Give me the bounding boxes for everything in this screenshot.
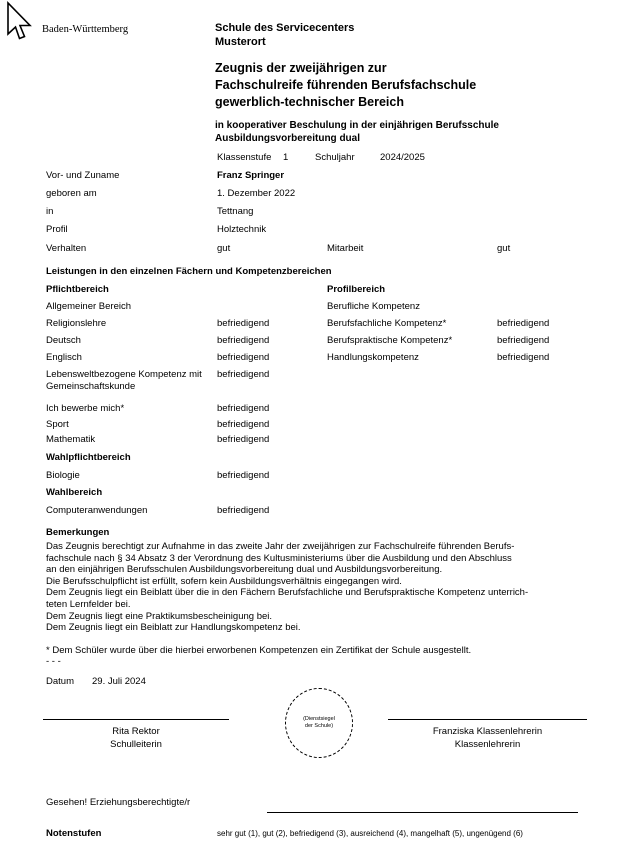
certificate-footnote: * Dem Schüler wurde über die hierbei erworbenen Kompetenzen ein Zertifikat der Schule ausgestellt. — [46, 645, 472, 656]
klassenstufe-value: 1 — [283, 152, 289, 163]
klassenstufe-label: Klassenstufe — [217, 152, 272, 163]
subject-deutsch: Deutsch — [46, 335, 81, 346]
profil-label: Profil — [46, 224, 68, 235]
birthplace-label: in — [46, 206, 54, 217]
teacher-name: Franziska Klassenlehrerin — [432, 726, 543, 737]
mitarbeit-grade: gut — [497, 243, 511, 254]
school-city: Musterort — [215, 36, 266, 48]
teacher-role: Klassenlehrerin — [454, 739, 521, 750]
region-label: Baden-Württemberg — [42, 24, 129, 35]
grade-ich-bewerbe-mich: befriedigend — [217, 403, 270, 414]
born-label: geboren am — [46, 188, 97, 199]
remarks-line: an den einjährigen Berufsschulen Ausbildungsvorbereitung dual und Ausbildungsvorbereitung. — [46, 564, 443, 576]
remarks-paragraph — [46, 541, 528, 634]
subject-computeranwendungen: Computeranwendungen — [46, 505, 148, 516]
schuljahr-label: Schuljahr — [315, 152, 355, 163]
principal-signature-line — [43, 719, 229, 720]
schuljahr-value: 2024/2025 — [380, 152, 425, 163]
subject-lebensweltbezogene-kompetenz: Lebensweltbezogene Kompetenz mit Gemeinschaftskunde — [46, 369, 202, 392]
grade-religionslehre: befriedigend — [217, 318, 270, 329]
grade-englisch: befriedigend — [217, 352, 270, 363]
berufliche-kompetenz-subheading: Berufliche Kompetenz — [327, 301, 420, 312]
remarks-line: Dem Zeugnis liegt ein Beiblatt zur Handlungskompetenz bei. — [46, 622, 301, 634]
profilbereich-heading: Profilbereich — [327, 284, 386, 295]
grades-section-title: Leistungen in den einzelnen Fächern und Kompetenzbereichen — [46, 266, 332, 277]
birth-date: 1. Dezember 2022 — [217, 188, 296, 199]
subject-religionslehre: Religionslehre — [46, 318, 107, 329]
remarks-line: Dem Zeugnis liegt eine Praktikumsbescheinigung bei. — [46, 610, 273, 622]
pflichtbereich-heading: Pflichtbereich — [46, 284, 109, 295]
subject-englisch: Englisch — [46, 352, 82, 363]
grade-biologie: befriedigend — [217, 470, 270, 481]
subject-ich-bewerbe-mich: Ich bewerbe mich* — [46, 403, 125, 414]
remarks-line: Das Zeugnis berechtigt zur Aufnahme in das zweite Jahr der zweijährigen zur Fachschulreife führenden Berufs- — [46, 541, 515, 552]
seal-text-line1: (Dienstsiegel — [303, 716, 335, 722]
date-label: Datum — [46, 676, 74, 687]
principal-role: Schulleiterin — [110, 739, 162, 750]
principal-name: Rita Rektor — [112, 726, 160, 737]
grade-deutsch: befriedigend — [217, 335, 270, 346]
grade-handlungskompetenz: befriedigend — [497, 352, 550, 363]
verhalten-label: Verhalten — [46, 243, 87, 254]
subject-berufspraktische-kompetenz: Berufspraktische Kompetenz* — [327, 335, 453, 346]
birthplace-value: Tettnang — [217, 206, 254, 217]
principal-signature-block — [43, 725, 229, 751]
certificate-title-line2: Fachschulreife führenden Berufsfachschule — [215, 78, 477, 92]
student-name: Franz Springer — [217, 170, 285, 181]
certificate-subtitle-line2: Ausbildungsvorbereitung dual — [215, 133, 361, 144]
verhalten-grade: gut — [217, 243, 231, 254]
teacher-signature-block — [388, 725, 587, 751]
subject-sport: Sport — [46, 419, 69, 430]
remarks-line: teten Lernfelder bei. — [46, 598, 131, 610]
notenstufen-scale: sehr gut (1), gut (2), befriedigend (3), ausreichend (4), mangelhaft (5), ungenügend (6) — [217, 829, 523, 838]
mitarbeit-label: Mitarbeit — [327, 243, 364, 254]
mouse-cursor-icon — [5, 1, 33, 43]
school-seal — [285, 688, 353, 758]
wahlpflichtbereich-heading: Wahlpflichtbereich — [46, 452, 131, 463]
dashes: - - - — [46, 656, 61, 667]
certificate-title-line1: Zeugnis der zweijährigen zur — [215, 61, 387, 75]
date-value: 29. Juli 2024 — [92, 676, 146, 687]
grade-berufsfachliche-kompetenz: befriedigend — [497, 318, 550, 329]
guardian-signature-line — [267, 812, 578, 813]
wahlbereich-heading: Wahlbereich — [46, 487, 103, 498]
school-name: Schule des Servicecenters — [215, 22, 355, 34]
grade-lebensweltbezogene-kompetenz: befriedigend — [217, 369, 270, 380]
allgemeiner-bereich-subheading: Allgemeiner Bereich — [46, 301, 132, 312]
profil-value: Holztechnik — [217, 224, 267, 235]
certificate-title-line3: gewerblich-technischer Bereich — [215, 95, 404, 109]
grade-berufspraktische-kompetenz: befriedigend — [497, 335, 550, 346]
notenstufen-label: Notenstufen — [46, 828, 102, 839]
grade-mathematik: befriedigend — [217, 434, 270, 445]
subject-biologie: Biologie — [46, 470, 80, 481]
teacher-signature-line — [388, 719, 587, 720]
subject-mathematik: Mathematik — [46, 434, 96, 445]
remarks-heading: Bemerkungen — [46, 527, 110, 538]
grade-sport: befriedigend — [217, 419, 270, 430]
remarks-line: Dem Zeugnis liegt ein Beiblatt über die in den Fächern Berufsfachliche und Berufspraktische Kompetenz unterrich- — [46, 587, 529, 599]
name-label: Vor- und Zuname — [46, 170, 120, 181]
subject-berufsfachliche-kompetenz: Berufsfachliche Kompetenz* — [327, 318, 447, 329]
guardian-seen-label: Gesehen! Erziehungsberechtigte/r — [46, 797, 191, 808]
remarks-line: Die Berufsschulpflicht ist erfüllt, sofern kein Ausbildungsverhältnis eingegangen wird. — [46, 575, 402, 587]
seal-text-line2: der Schule) — [304, 723, 334, 729]
subject-handlungskompetenz: Handlungskompetenz — [327, 352, 419, 363]
grade-computeranwendungen: befriedigend — [217, 505, 270, 516]
remarks-line: fachschule nach § 34 Absatz 3 der Verordnung des Kultusministeriums über die Ausbildung und den Abschluss — [46, 552, 512, 564]
certificate-subtitle-line1: in kooperativer Beschulung in der einjährigen Berufsschule — [215, 120, 499, 131]
